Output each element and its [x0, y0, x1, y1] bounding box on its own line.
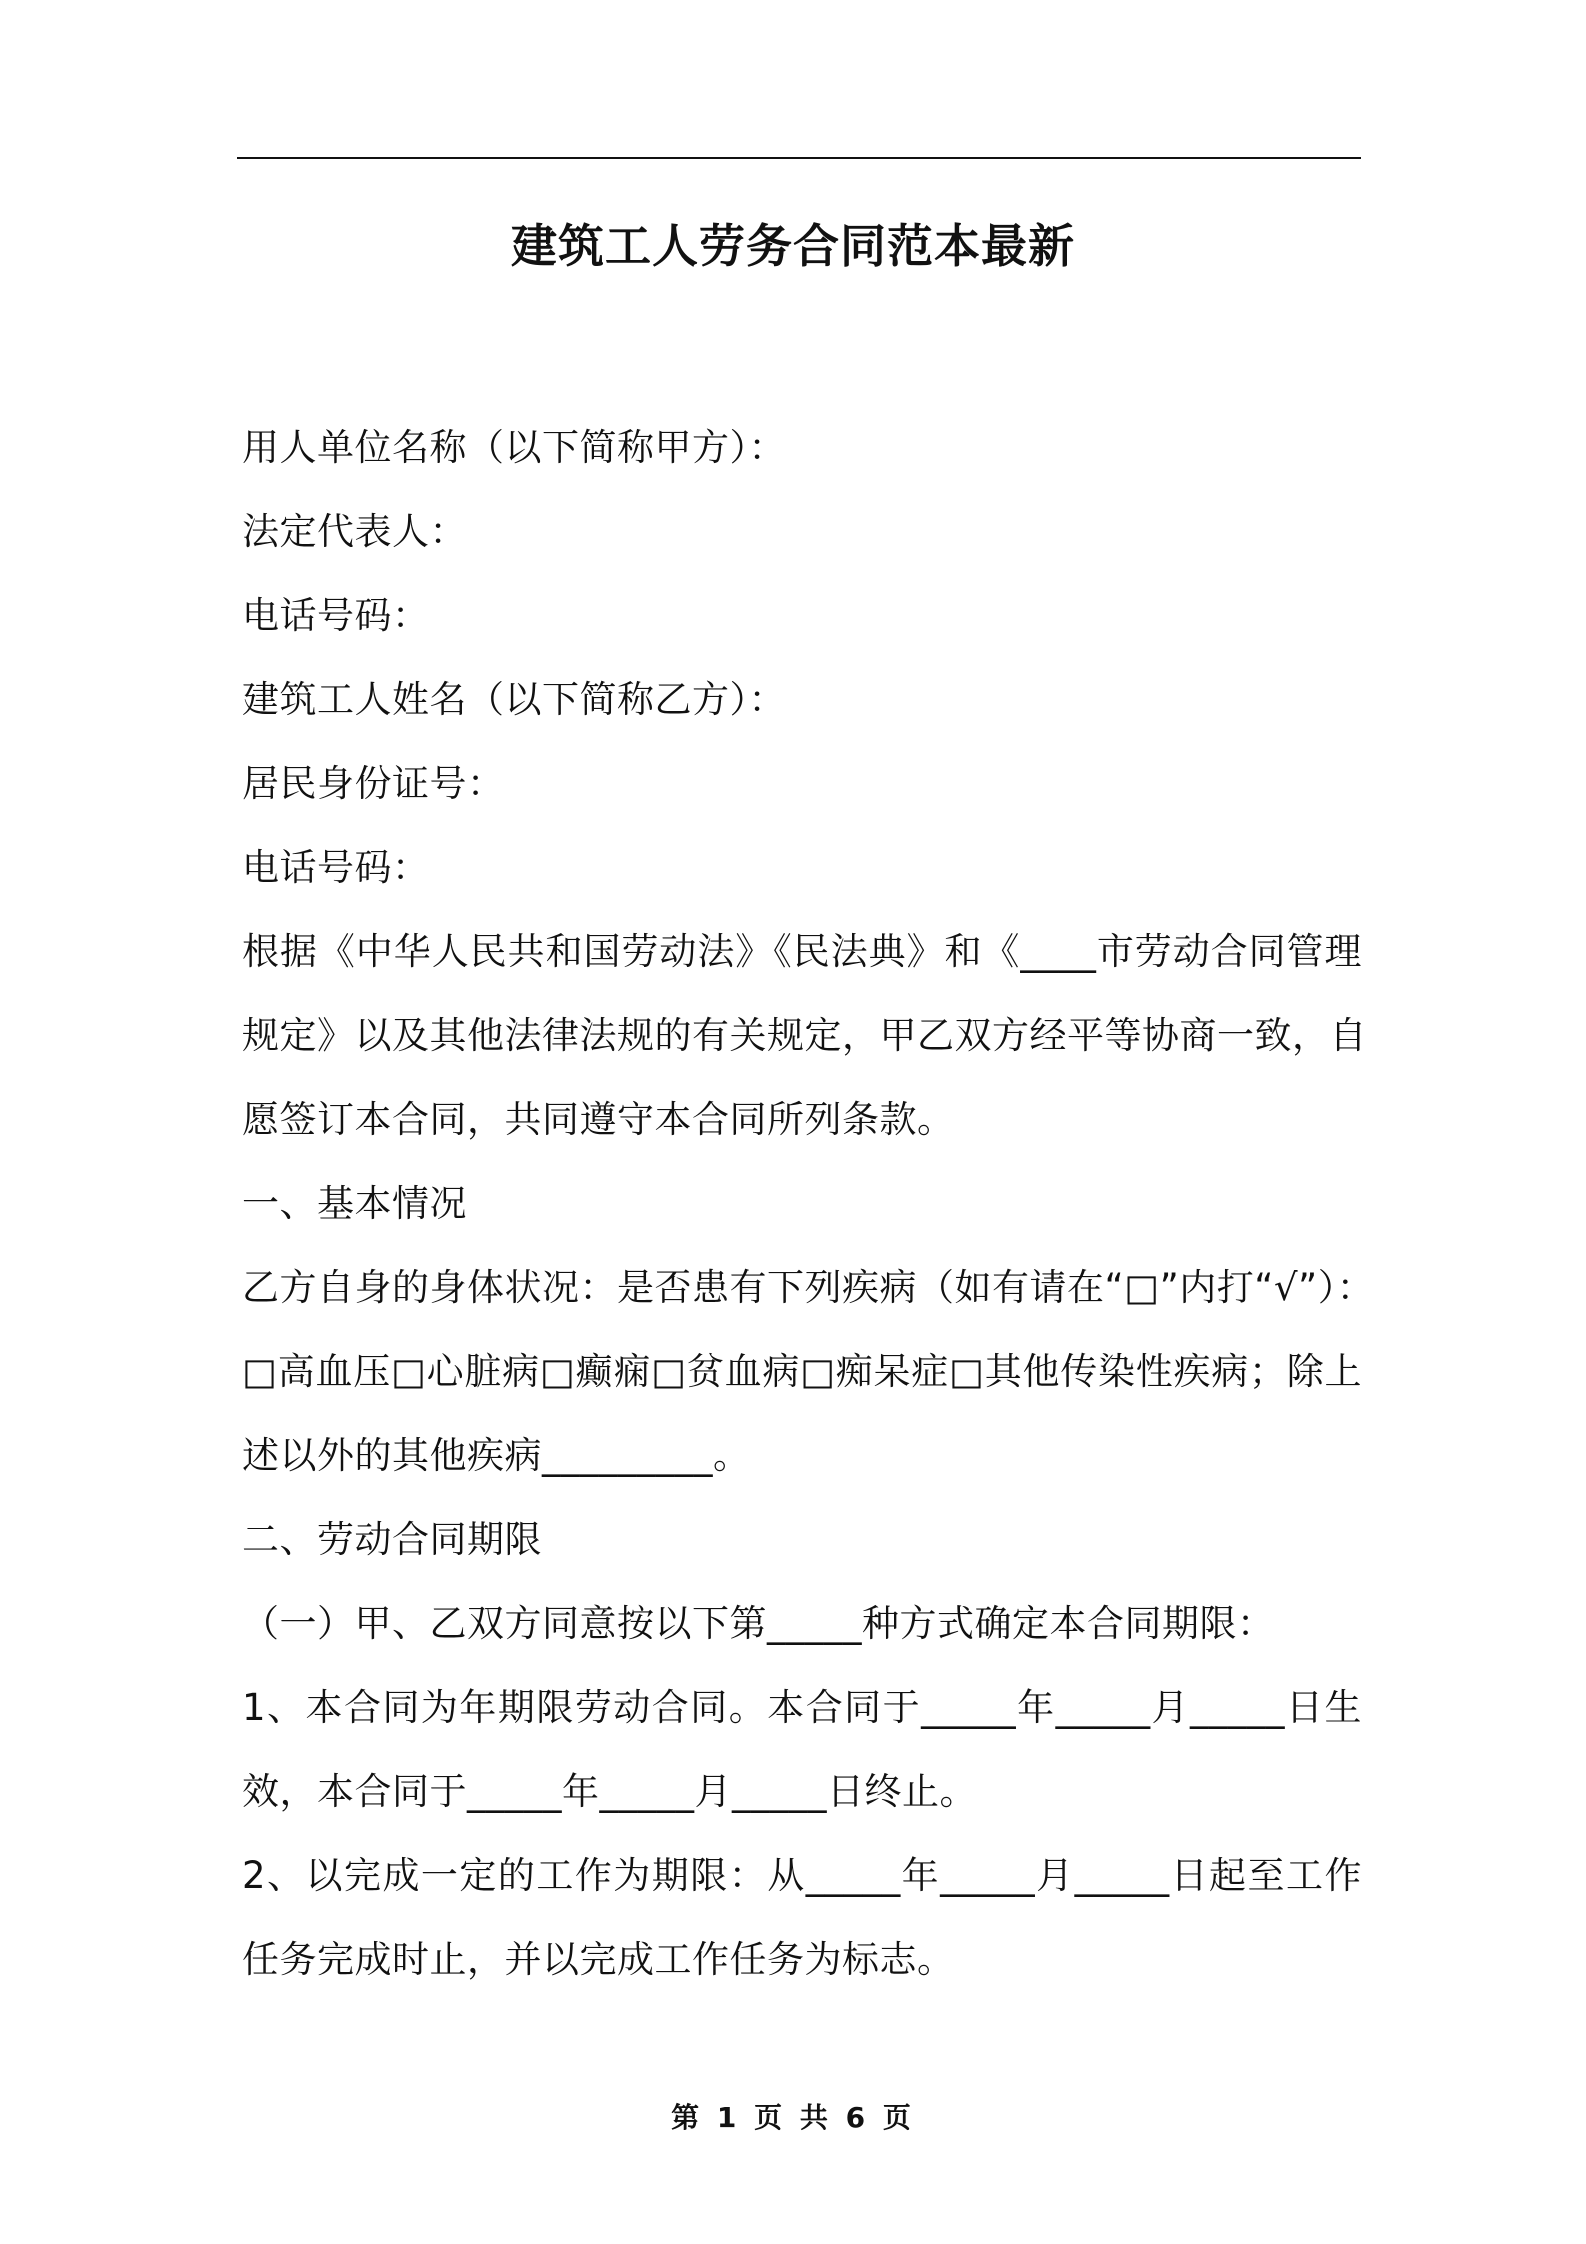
worker-name-line: 建筑工人姓名（以下简称乙方）： — [242, 678, 786, 721]
term-option-2-line-2: 任务完成时止，并以完成工作任务为标志。 — [242, 1938, 955, 1981]
term-option-1-line-1: 1、本合同为年期限劳动合同。本合同于_____年_____月_____日生 — [242, 1686, 1362, 1729]
worker-phone-line: 电话号码： — [242, 846, 430, 889]
page-number: 第 1 页 共 6 页 — [671, 2101, 915, 2134]
health-status-line-2: □高血压□心脏病□癫痫□贫血病□痴呆症□其他传染性疾病；除上 — [242, 1350, 1362, 1393]
employer-name-line: 用人单位名称（以下简称甲方）： — [242, 426, 786, 469]
preamble-line-2: 规定》以及其他法律法规的有关规定，甲乙双方经平等协商一致，自 — [242, 1014, 1367, 1057]
id-number-line: 居民身份证号： — [242, 762, 505, 805]
preamble-line-3: 愿签订本合同，共同遵守本合同所列条款。 — [242, 1098, 955, 1141]
section-heading-contract-term: 二、劳动合同期限 — [242, 1518, 542, 1561]
document-title: 建筑工人劳务合同范本最新 — [511, 219, 1075, 273]
health-status-line-1: 乙方自身的身体状况：是否患有下列疾病（如有请在“□”内打“√”）： — [242, 1266, 1375, 1309]
section-heading-basic-info: 一、基本情况 — [242, 1182, 467, 1225]
term-option-2-line-1: 2、以完成一定的工作为期限：从_____年_____月_____日起至工作 — [242, 1854, 1362, 1897]
term-method-line: （一）甲、乙双方同意按以下第_____种方式确定本合同期限： — [242, 1602, 1275, 1645]
preamble-line-1: 根据《中华人民共和国劳动法》《民法典》和《____市劳动合同管理 — [242, 930, 1362, 973]
term-option-1-line-2: 效，本合同于_____年_____月_____日终止。 — [242, 1770, 977, 1813]
document-body — [242, 406, 1375, 2002]
legal-representative-line: 法定代表人： — [242, 510, 467, 553]
health-status-line-3: 述以外的其他疾病_________。 — [242, 1434, 751, 1477]
header-rule — [237, 157, 1361, 159]
employer-phone-line: 电话号码： — [242, 594, 430, 637]
